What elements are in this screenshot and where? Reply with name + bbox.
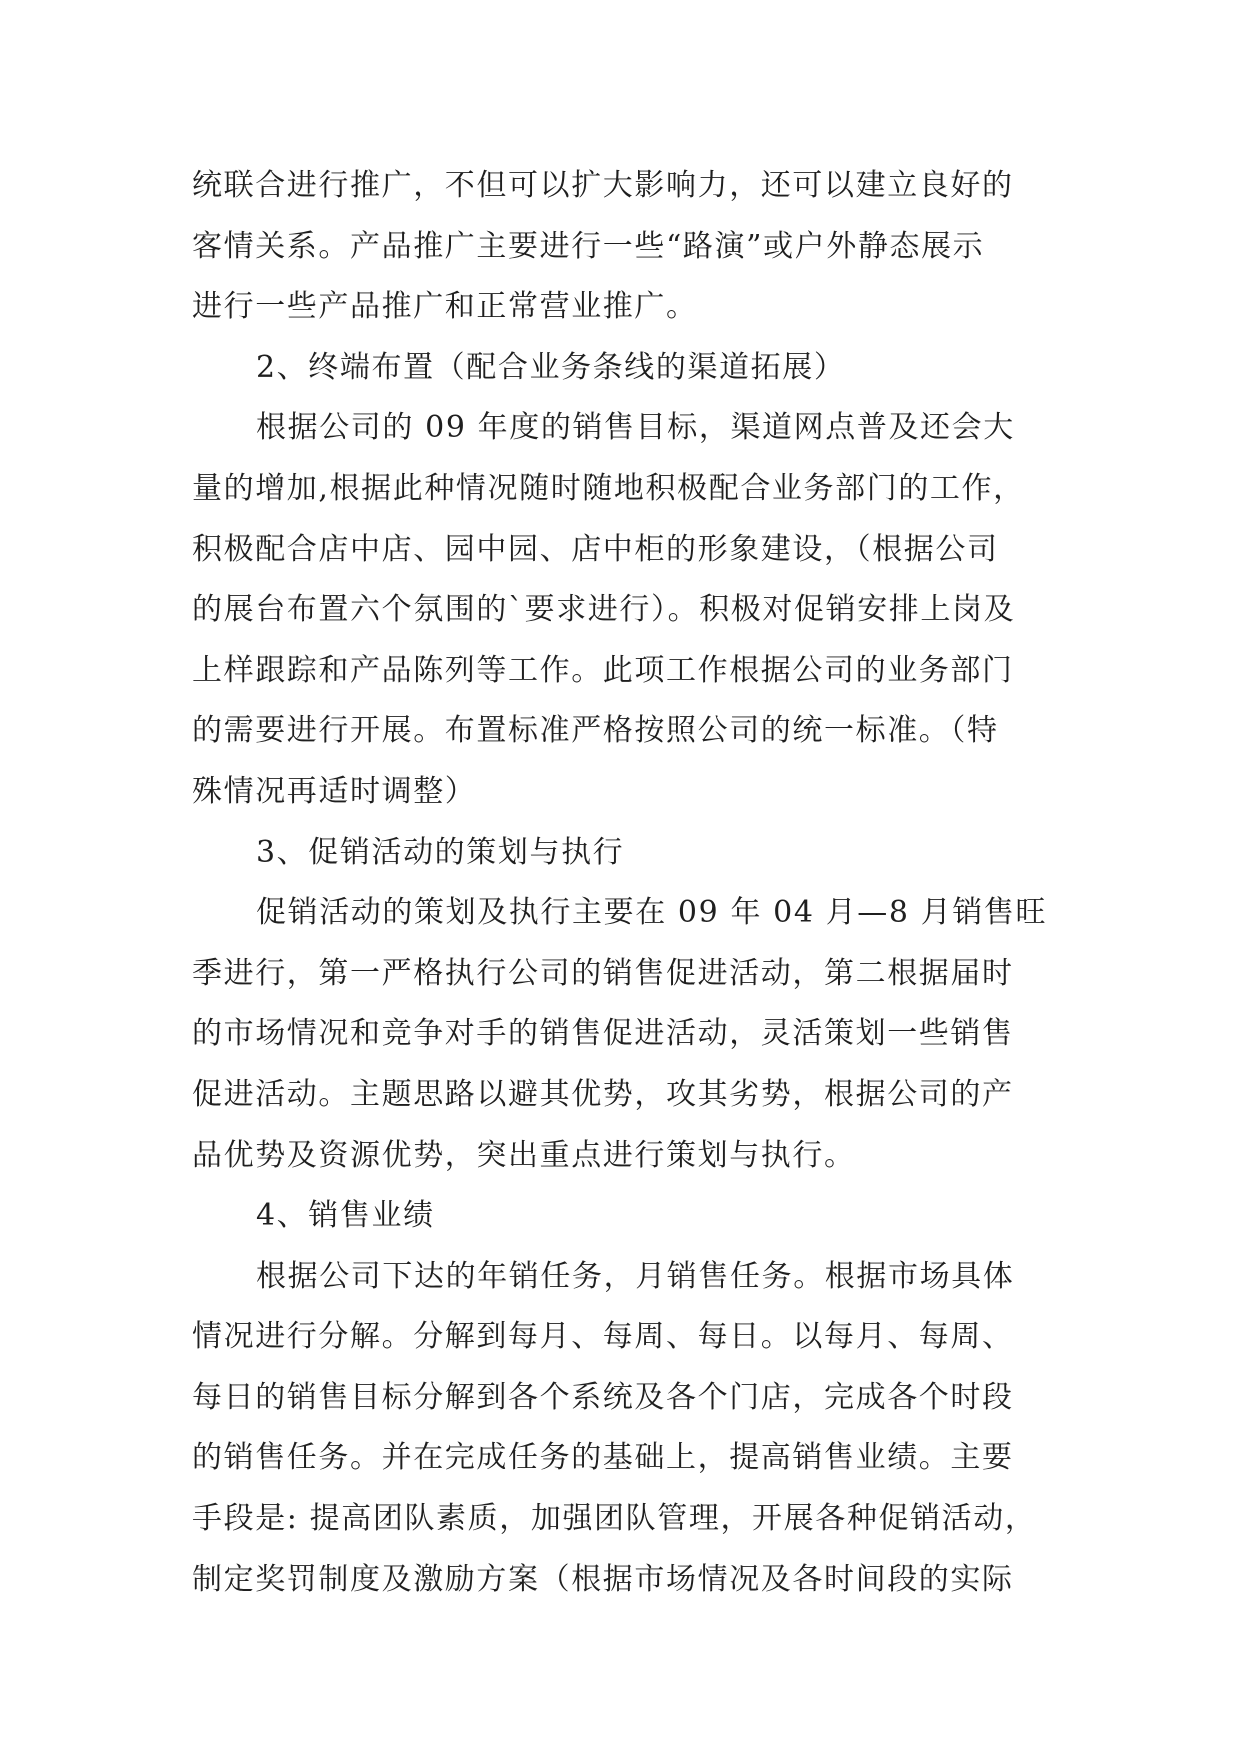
- text-line: 根据公司下达的年销任务，月销售任务。根据市场具体: [256, 1258, 1015, 1294]
- text-line: 每日的销售目标分解到各个系统及各个门店，完成各个时段: [192, 1379, 1014, 1415]
- text-line: 的市场情况和竞争对手的销售促进活动，灵活策划一些销售: [192, 1016, 1014, 1052]
- text-line: 的销售任务。并在完成任务的基础上，提高销售业绩。主要: [192, 1440, 1014, 1476]
- text-line: 的展台布置六个氛围的`要求进行）。积极对促销安排上岗及: [192, 592, 1016, 628]
- text-line: 手段是: 提高团队素质，加强团队管理，开展各种促销活动，: [192, 1501, 1037, 1537]
- text-line: 积极配合店中店、园中园、店中柜的形象建设，（根据公司: [192, 531, 999, 567]
- text-line: 客情关系。产品推广主要进行一些“路演”或户外静态展示: [192, 228, 985, 264]
- text-line: 统联合进行推广，不但可以扩大影响力，还可以建立良好的: [192, 168, 1014, 203]
- text-line: 根据公司的 09 年度的销售目标，渠道网点普及还会大: [256, 410, 1015, 446]
- section-heading-4: 4、销售业绩: [256, 1198, 435, 1234]
- text-line: 促销活动的策划及执行主要在 09 年 04 月—8 月销售旺: [256, 895, 1048, 931]
- text-line: 量的增加,根据此种情况随时随地积极配合业务部门的工作，: [192, 470, 1025, 506]
- text-line: 进行一些产品推广和正常营业推广。: [192, 289, 698, 325]
- text-line: 情况进行分解。分解到每月、每周、每日。以每月、每周、: [192, 1319, 1014, 1355]
- text-line: 殊情况再适时调整）: [192, 773, 477, 809]
- text-line: 制定奖罚制度及激励方案（根据市场情况及各时间段的实际: [192, 1561, 1014, 1597]
- section-heading-3: 3、促销活动的策划与执行: [256, 834, 625, 870]
- text-line: 的需要进行开展。布置标准严格按照公司的统一标准。（特: [192, 713, 999, 749]
- section-heading-2: 2、终端布置（配合业务条线的渠道拓展）: [256, 349, 846, 385]
- document-body: [192, 156, 1062, 1610]
- text-line: 上样跟踪和产品陈列等工作。此项工作根据公司的业务部门: [192, 652, 1014, 688]
- text-line: 季进行，第一严格执行公司的销售促进活动，第二根据届时: [192, 955, 1014, 991]
- text-line: 品优势及资源优势，突出重点进行策划与执行。: [192, 1137, 856, 1173]
- text-line: 促进活动。主题思路以避其优势，攻其劣势，根据公司的产: [192, 1076, 1014, 1112]
